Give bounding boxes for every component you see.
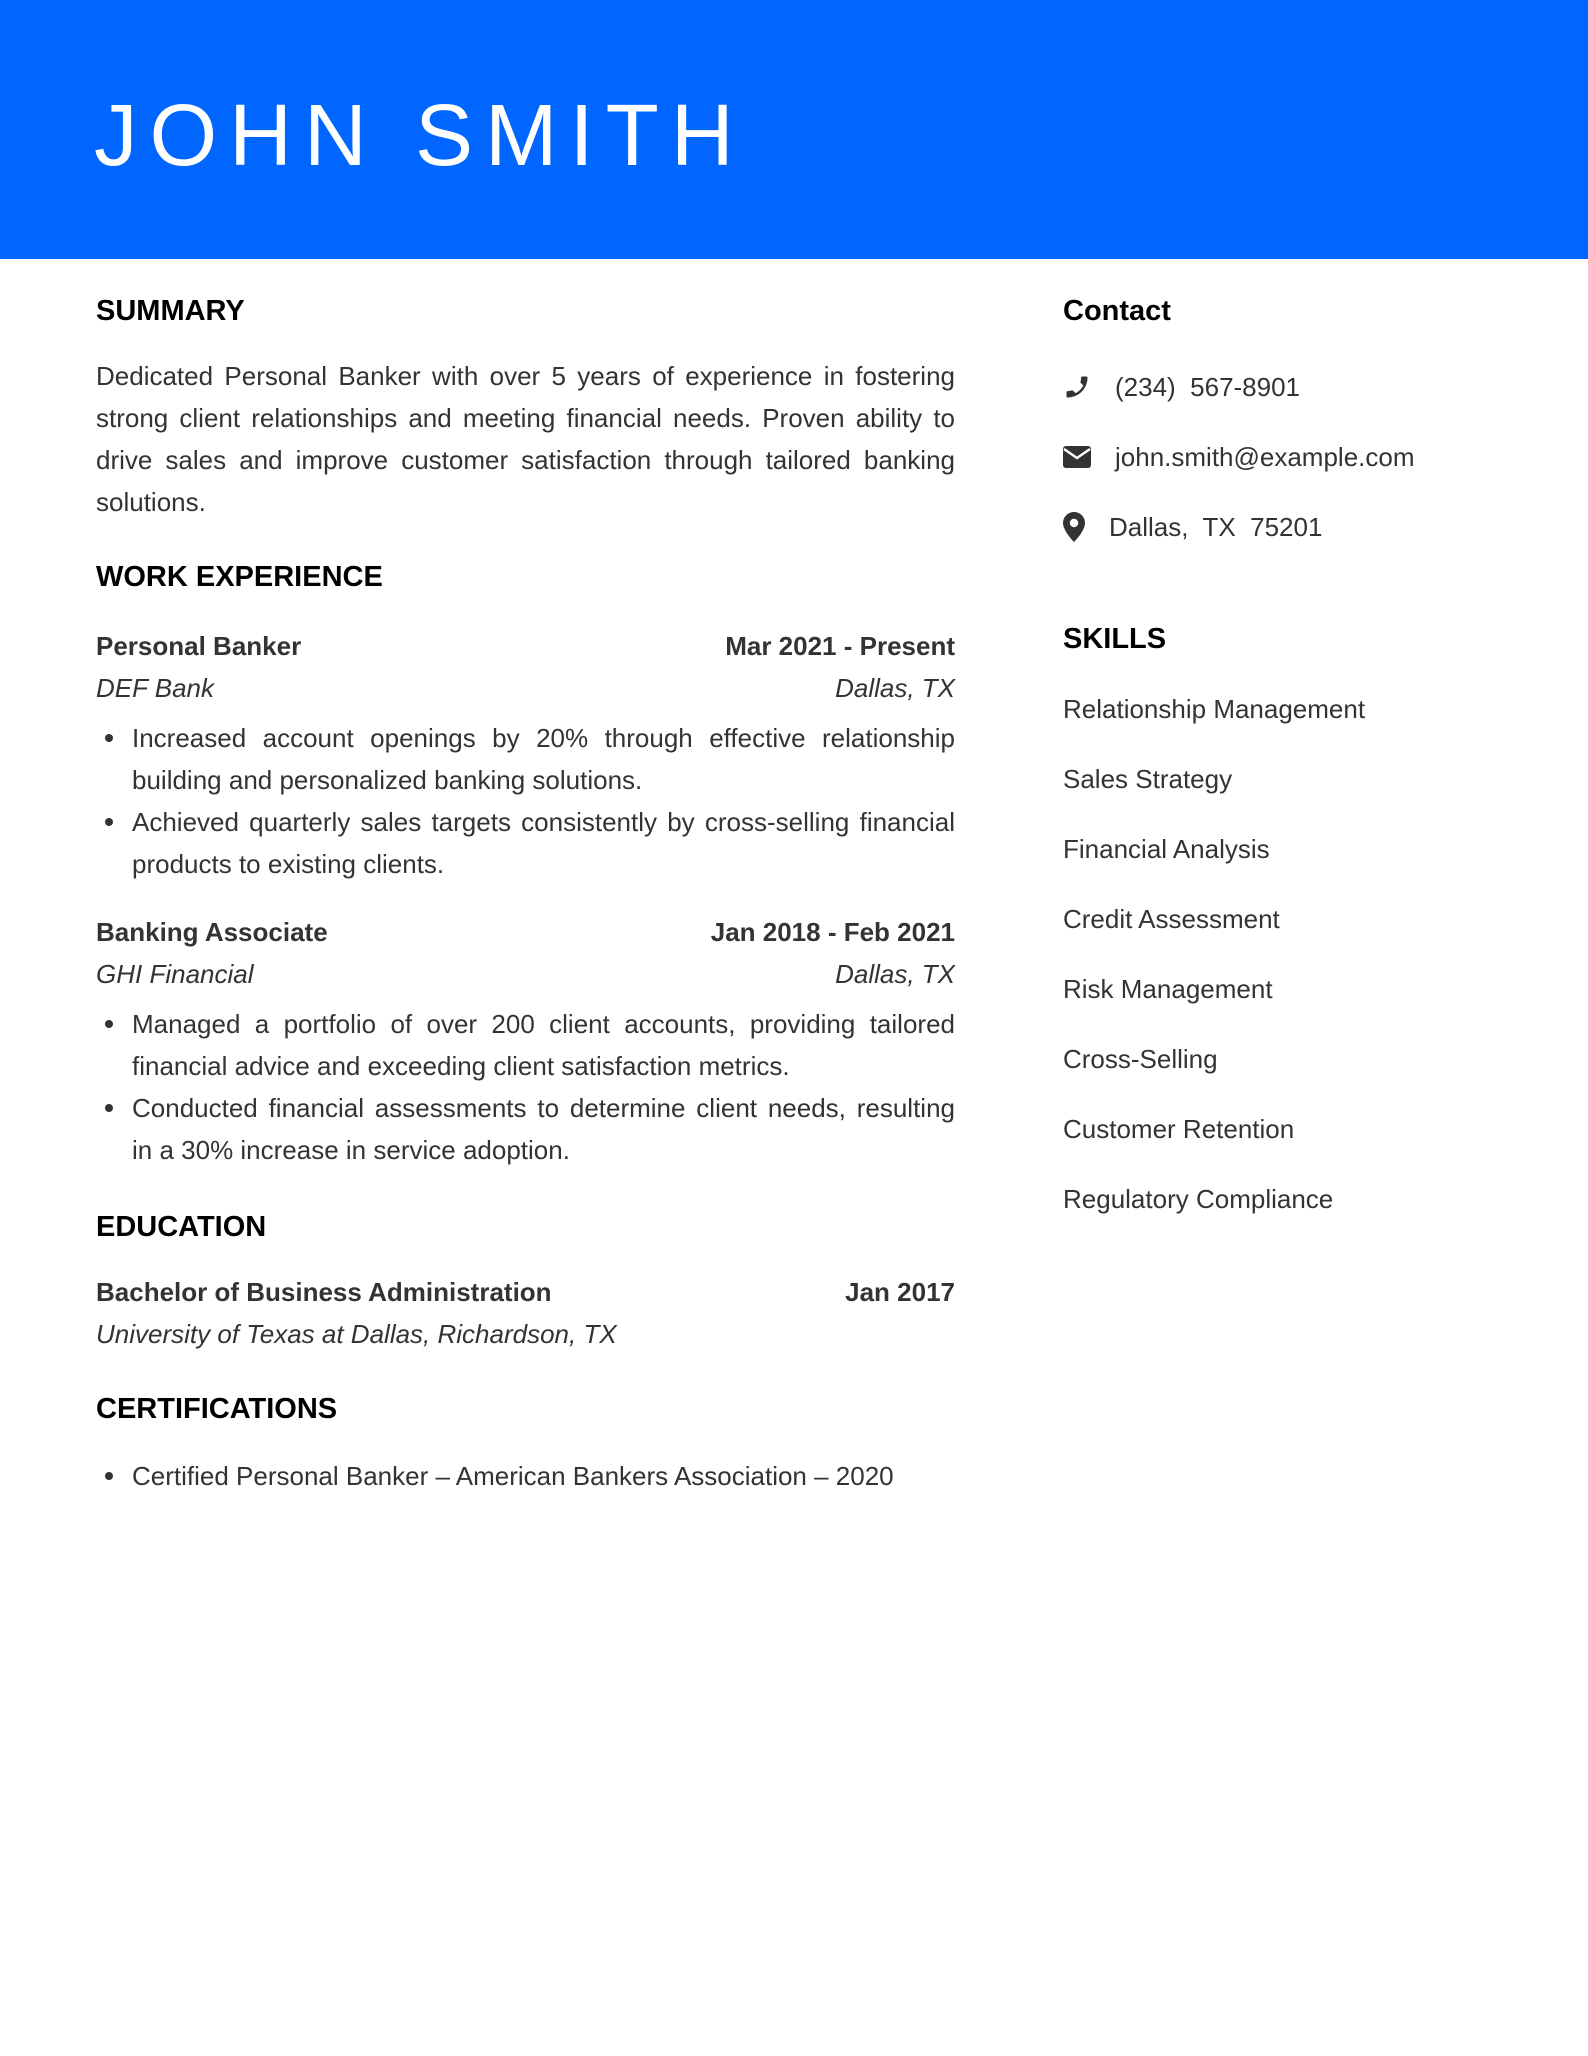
phone-icon xyxy=(1063,372,1093,402)
skill-item: Relationship Management xyxy=(1063,694,1366,724)
bullet-item xyxy=(96,801,955,885)
map-pin-icon xyxy=(1063,512,1093,542)
skill-item: Credit Assessment xyxy=(1063,904,1280,934)
job-dates: Jan 2018 - Feb 2021 xyxy=(710,917,955,947)
certification-text: Certified Personal Banker – American Bankers Association – 2020 xyxy=(132,1461,894,1491)
phone-number: (234) 567-8901 xyxy=(1115,371,1301,402)
job-company: GHI Financial xyxy=(96,959,254,989)
email-address: john.smith@example.com xyxy=(1115,441,1415,472)
degree-name: Bachelor of Business Administration xyxy=(96,1277,552,1307)
skills-section xyxy=(1063,621,1503,1217)
work-experience-section xyxy=(96,559,955,1171)
header-banner xyxy=(0,0,1588,259)
envelope-icon xyxy=(1063,442,1093,472)
skill-item: Risk Management xyxy=(1063,974,1273,1004)
bullet-text: Conducted financial assessments to determine client needs, resulting in a 30% increase in service adoption. xyxy=(132,1093,955,1165)
certifications-heading: CERTIFICATIONS xyxy=(96,1393,338,1425)
job-bullets xyxy=(96,1003,955,1171)
certification-item xyxy=(96,1455,955,1497)
bullet-text: Achieved quarterly sales targets consistently by cross-selling financial products to existing clients. xyxy=(132,807,955,879)
certifications-list xyxy=(96,1455,955,1497)
job-entry xyxy=(96,911,955,1171)
bullet-dot xyxy=(105,734,113,742)
bullet-item xyxy=(96,1087,955,1171)
job-bullets xyxy=(96,717,955,885)
skill-item: Cross-Selling xyxy=(1063,1044,1218,1074)
side-column xyxy=(1063,293,1503,1217)
education-section xyxy=(96,1209,955,1355)
candidate-name: JOHN SMITH xyxy=(94,87,746,184)
contact-section xyxy=(1063,293,1503,545)
summary-text: Dedicated Personal Banker with over 5 years of experience in fostering strong client relationships and meeting financial needs. Proven ability to drive sales and improve customer satisfaction through tailored banking solutions. xyxy=(96,361,955,517)
bullet-item xyxy=(96,717,955,801)
degree-date: Jan 2017 xyxy=(845,1277,955,1307)
job-company: DEF Bank xyxy=(96,673,215,703)
job-title: Personal Banker xyxy=(96,631,302,661)
job-location: Dallas, TX xyxy=(835,673,955,703)
contact-phone xyxy=(1063,369,1503,405)
skill-item: Sales Strategy xyxy=(1063,764,1233,794)
bullet-text: Managed a portfolio of over 200 client accounts, providing tailored financial advice and exceeding client satisfaction metrics. xyxy=(132,1009,955,1081)
education-heading: EDUCATION xyxy=(96,1211,267,1243)
job-title: Banking Associate xyxy=(96,917,328,947)
work-experience-heading: WORK EXPERIENCE xyxy=(96,561,383,593)
bullet-dot xyxy=(105,1104,113,1112)
bullet-dot xyxy=(105,1472,113,1480)
contact-location xyxy=(1063,509,1503,545)
skill-item: Regulatory Compliance xyxy=(1063,1184,1334,1214)
certifications-section xyxy=(96,1391,955,1497)
job-location: Dallas, TX xyxy=(835,959,955,989)
school-name: University of Texas at Dallas, Richardson, TX xyxy=(96,1319,617,1349)
summary-heading: SUMMARY xyxy=(96,295,245,327)
bullet-text: Increased account openings by 20% through effective relationship building and personalized banking solutions. xyxy=(132,723,955,795)
main-column xyxy=(96,293,955,1497)
job-entry xyxy=(96,625,955,885)
contact-heading: Contact xyxy=(1063,295,1171,327)
summary-section xyxy=(96,293,955,523)
skill-item: Customer Retention xyxy=(1063,1114,1295,1144)
contact-email xyxy=(1063,439,1503,475)
bullet-dot xyxy=(105,1020,113,1028)
job-dates: Mar 2021 - Present xyxy=(725,631,955,661)
location-text: Dallas, TX 75201 xyxy=(1109,511,1323,542)
skill-item: Financial Analysis xyxy=(1063,834,1270,864)
bullet-dot xyxy=(105,818,113,826)
bullet-item xyxy=(96,1003,955,1087)
skills-heading: SKILLS xyxy=(1063,623,1167,655)
